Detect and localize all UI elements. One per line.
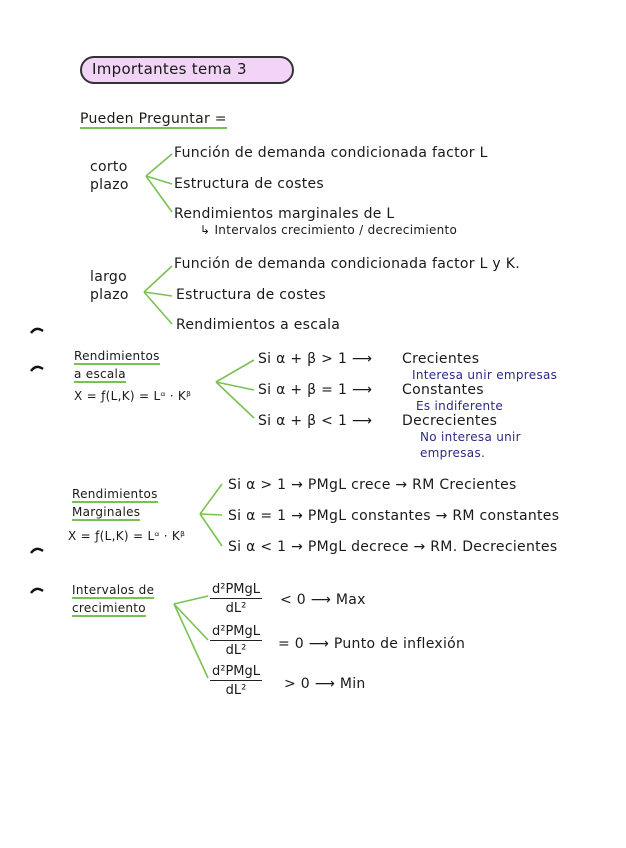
escala-condition: Si α + β > 1 ⟶ — [258, 351, 373, 367]
intervalos-case: = 0 ⟶ Punto de inflexión — [278, 636, 466, 652]
largo-label: plazo — [90, 287, 129, 303]
escala-note: Interesa unir empresas — [412, 368, 558, 382]
fraction-denominator: dL² — [225, 683, 247, 698]
largo-item: Función de demanda condicionada factor L y K. — [174, 256, 520, 272]
binder-hole-mark — [30, 546, 44, 554]
intervalos-case: > 0 ⟶ Min — [284, 676, 366, 692]
fraction-numerator: d²PMgL — [212, 582, 261, 597]
derivative-fraction — [210, 664, 262, 698]
binder-hole-mark — [30, 326, 44, 334]
escala-label: a escala — [74, 367, 126, 381]
escala-note: empresas. — [420, 446, 486, 460]
marginales-formula: X = ƒ(L,K) = Lᵅ · Kᵝ — [68, 529, 186, 543]
fraction-numerator: d²PMgL — [212, 664, 261, 679]
marginales-label: Marginales — [72, 505, 141, 519]
marginales-label: Rendimientos — [72, 487, 158, 501]
escala-label: Rendimientos — [74, 349, 160, 363]
corto-item: Estructura de costes — [174, 176, 325, 192]
binder-hole-mark — [30, 364, 44, 372]
derivative-fraction — [210, 624, 262, 658]
largo-label: largo — [90, 269, 127, 285]
escala-result: Constantes — [402, 382, 484, 398]
corto-subitem: ↳ Intervalos crecimiento / decrecimiento — [200, 223, 458, 237]
escala-result: Crecientes — [402, 351, 480, 367]
escala-result: Decrecientes — [402, 413, 498, 429]
corto-label: plazo — [90, 177, 129, 193]
escala-note: Es indiferente — [416, 399, 504, 413]
fraction-numerator: d²PMgL — [212, 624, 261, 639]
marginales-case: Si α < 1 → PMgL decrece → RM. Decrecientes — [228, 539, 558, 555]
fraction-denominator: dL² — [225, 601, 247, 616]
marginales-case: Si α = 1 → PMgL constantes → RM constantes — [228, 508, 560, 524]
derivative-fraction — [210, 582, 262, 616]
corto-item: Rendimientos marginales de L — [174, 206, 395, 222]
intervalos-label: crecimiento — [72, 601, 146, 615]
escala-formula: X = ƒ(L,K) = Lᵅ · Kᵝ — [74, 389, 192, 403]
largo-item: Rendimientos a escala — [176, 317, 341, 333]
page-title: Importantes tema 3 — [92, 60, 247, 78]
intervalos-label: Intervalos de — [72, 583, 155, 597]
fraction-denominator: dL² — [225, 643, 247, 658]
corto-item: Función de demanda condicionada factor L — [174, 145, 488, 161]
intro-heading: Pueden Preguntar = — [80, 111, 227, 127]
marginales-case: Si α > 1 → PMgL crece → RM Crecientes — [228, 477, 517, 493]
intervalos-case: < 0 ⟶ Max — [280, 592, 366, 608]
binder-hole-mark — [30, 586, 44, 594]
escala-condition: Si α + β = 1 ⟶ — [258, 382, 373, 398]
escala-condition: Si α + β < 1 ⟶ — [258, 413, 373, 429]
corto-label: corto — [90, 159, 128, 175]
escala-note: No interesa unir — [420, 430, 521, 444]
largo-item: Estructura de costes — [176, 287, 327, 303]
